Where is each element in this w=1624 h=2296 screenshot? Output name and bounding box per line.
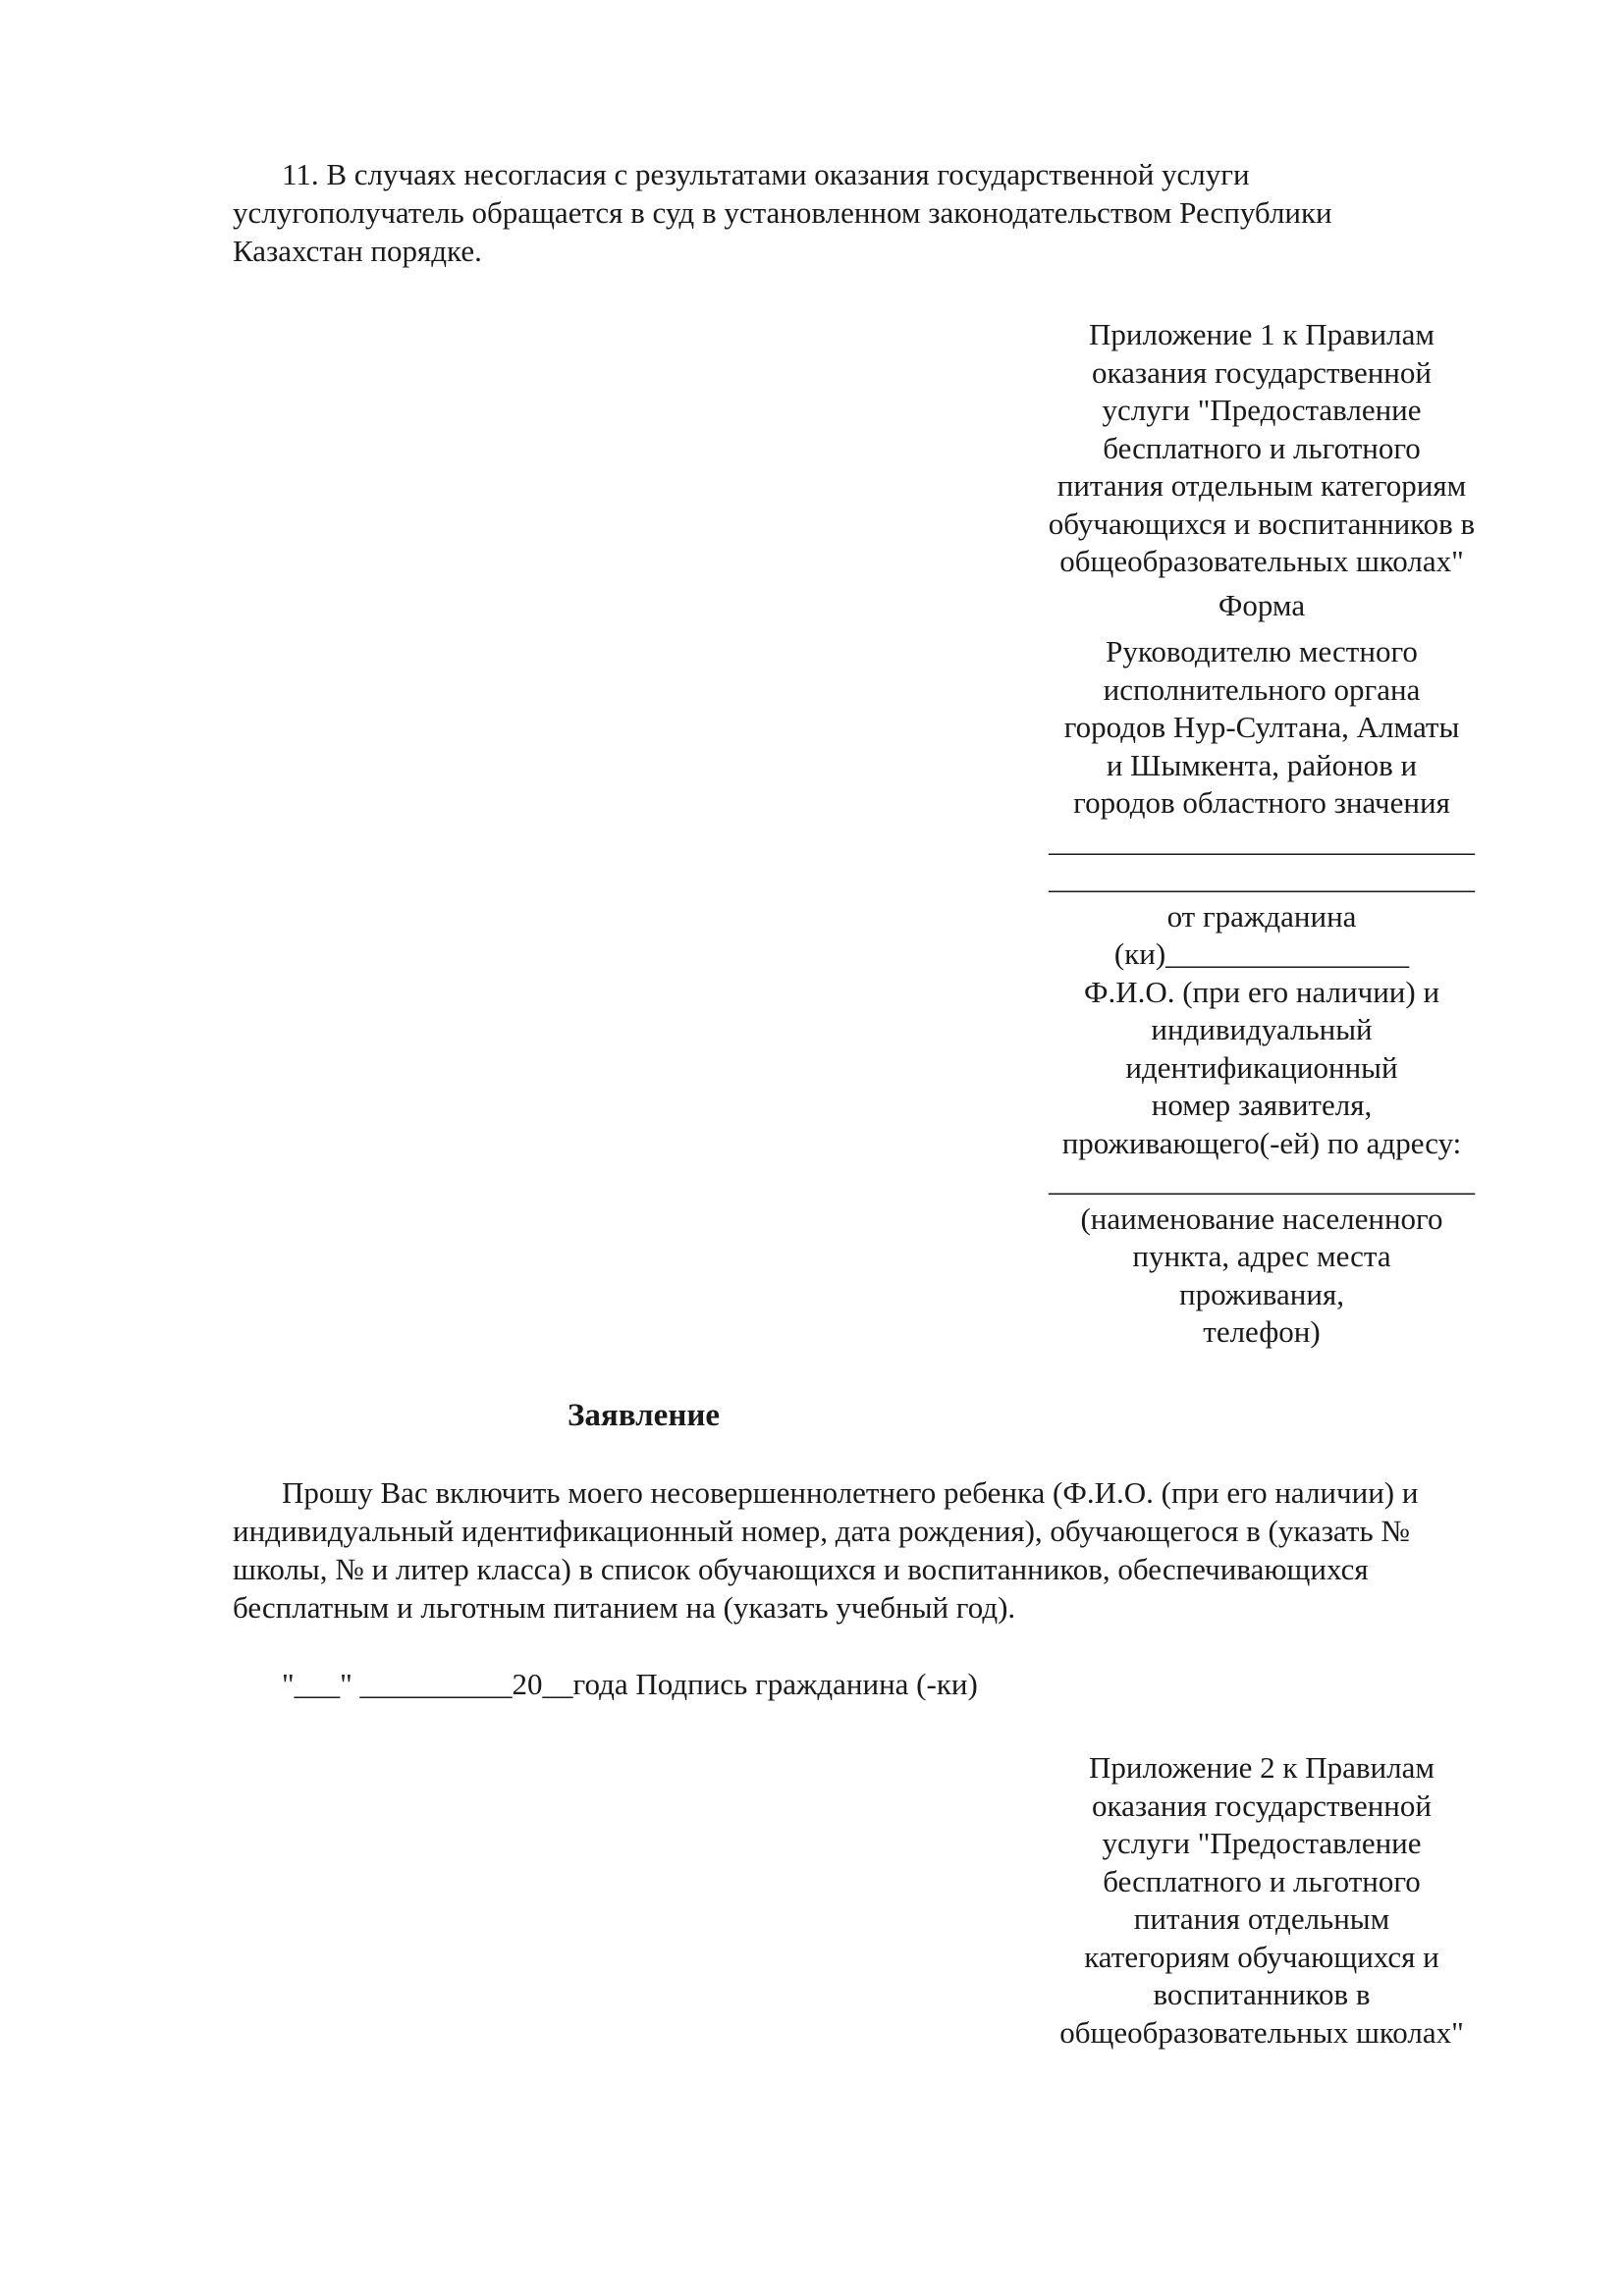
appendix-1-title bbox=[1021, 316, 1502, 581]
appendix-title-line: Приложение 1 к Правилам bbox=[1089, 317, 1435, 351]
appendix-title-line: Приложение 2 к Правилам bbox=[1089, 1750, 1435, 1785]
appendix-title-line: услуги "Предоставление bbox=[1102, 1826, 1422, 1860]
signature-line: "___" __________20__года Подпись гражданина (-ки) bbox=[282, 1667, 978, 1701]
applicant-line: от гражданина bbox=[1166, 898, 1357, 934]
address-hint-line: (наименование населенного bbox=[1080, 1201, 1443, 1236]
appendix-title-line: воспитанников в bbox=[1153, 1977, 1371, 2011]
appendix-title-line: оказания государственной bbox=[1092, 1788, 1432, 1823]
blank-line: ____________________________ bbox=[1049, 861, 1475, 895]
applicant-line: проживающего(-ей) по адресу: bbox=[1061, 1125, 1462, 1160]
appendix-title-line: питания отдельным bbox=[1133, 1901, 1390, 1936]
address-hint-line: проживания, bbox=[1178, 1276, 1344, 1311]
appendix-title-line: общеобразовательных школах" bbox=[1059, 2014, 1464, 2050]
applicant-line: Ф.И.О. (при его наличии) и bbox=[1083, 974, 1440, 1009]
address-hint-line: телефон) bbox=[1203, 1314, 1321, 1349]
appendix-2-title bbox=[1021, 1749, 1502, 2052]
statement-line: школы, № и литер класса) в список обучающихся и воспитанников, обеспечивающихся bbox=[233, 1552, 1369, 1586]
blank-line: ____________________________ bbox=[1049, 1163, 1475, 1198]
appendix-title-line: бесплатного и льготного bbox=[1103, 1863, 1421, 1898]
applicant-line: индивидуальный bbox=[1151, 1012, 1373, 1046]
appendix-title-line: категориям обучающихся и bbox=[1084, 1939, 1439, 1974]
statement-heading: Заявление bbox=[568, 1398, 720, 1433]
applicant-line: идентификационный bbox=[1125, 1049, 1398, 1085]
appendix-title-line: обучающихся и воспитанников в bbox=[1048, 506, 1476, 541]
statement-line: Прошу Вас включить моего несовершеннолетнего ребенка (Ф.И.О. (при его наличии) и bbox=[282, 1475, 1419, 1510]
addressee-line: городов областного значения bbox=[1073, 785, 1450, 820]
appendix-title-line: оказания государственной bbox=[1092, 354, 1432, 390]
appendix-title-line: услуги "Предоставление bbox=[1102, 393, 1422, 427]
statement-line: бесплатным и льготным питанием на (указать учебный год). bbox=[233, 1590, 1016, 1625]
addressee-line: городов Нур-Султана, Алматы bbox=[1063, 710, 1460, 744]
addressee-block bbox=[1021, 633, 1502, 1352]
appendix-title-line: питания отдельным категориям bbox=[1056, 468, 1467, 503]
appendix-title-line: бесплатного и льготного bbox=[1103, 430, 1421, 465]
statement-body bbox=[233, 1473, 1519, 1627]
paragraph-line: услугополучатель обращается в суд в установленном законодательством Республики bbox=[233, 195, 1332, 230]
address-hint-line: пункта, адрес места bbox=[1132, 1239, 1391, 1273]
addressee-line: и Шымкента, районов и bbox=[1106, 747, 1418, 782]
appendix-title-line: общеобразовательных школах" bbox=[1059, 544, 1464, 578]
form-label-text: Форма bbox=[1218, 588, 1306, 622]
applicant-line: (ки)________________ bbox=[1113, 936, 1410, 971]
paragraph-11 bbox=[233, 155, 1519, 270]
form-label bbox=[1021, 587, 1502, 625]
addressee-line: исполнительного органа bbox=[1103, 671, 1421, 707]
paragraph-line: 11. В случаях несогласия с результатами оказания государственной услуги bbox=[282, 157, 1250, 191]
statement-line: индивидуальный идентификационный номер, дата рождения), обучающегося в (указать № bbox=[233, 1514, 1410, 1548]
blank-line: ____________________________ bbox=[1049, 823, 1475, 858]
applicant-line: номер заявителя, bbox=[1151, 1088, 1373, 1122]
paragraph-line: Казахстан порядке. bbox=[233, 234, 482, 268]
addressee-line: Руководителю местного bbox=[1106, 634, 1418, 668]
